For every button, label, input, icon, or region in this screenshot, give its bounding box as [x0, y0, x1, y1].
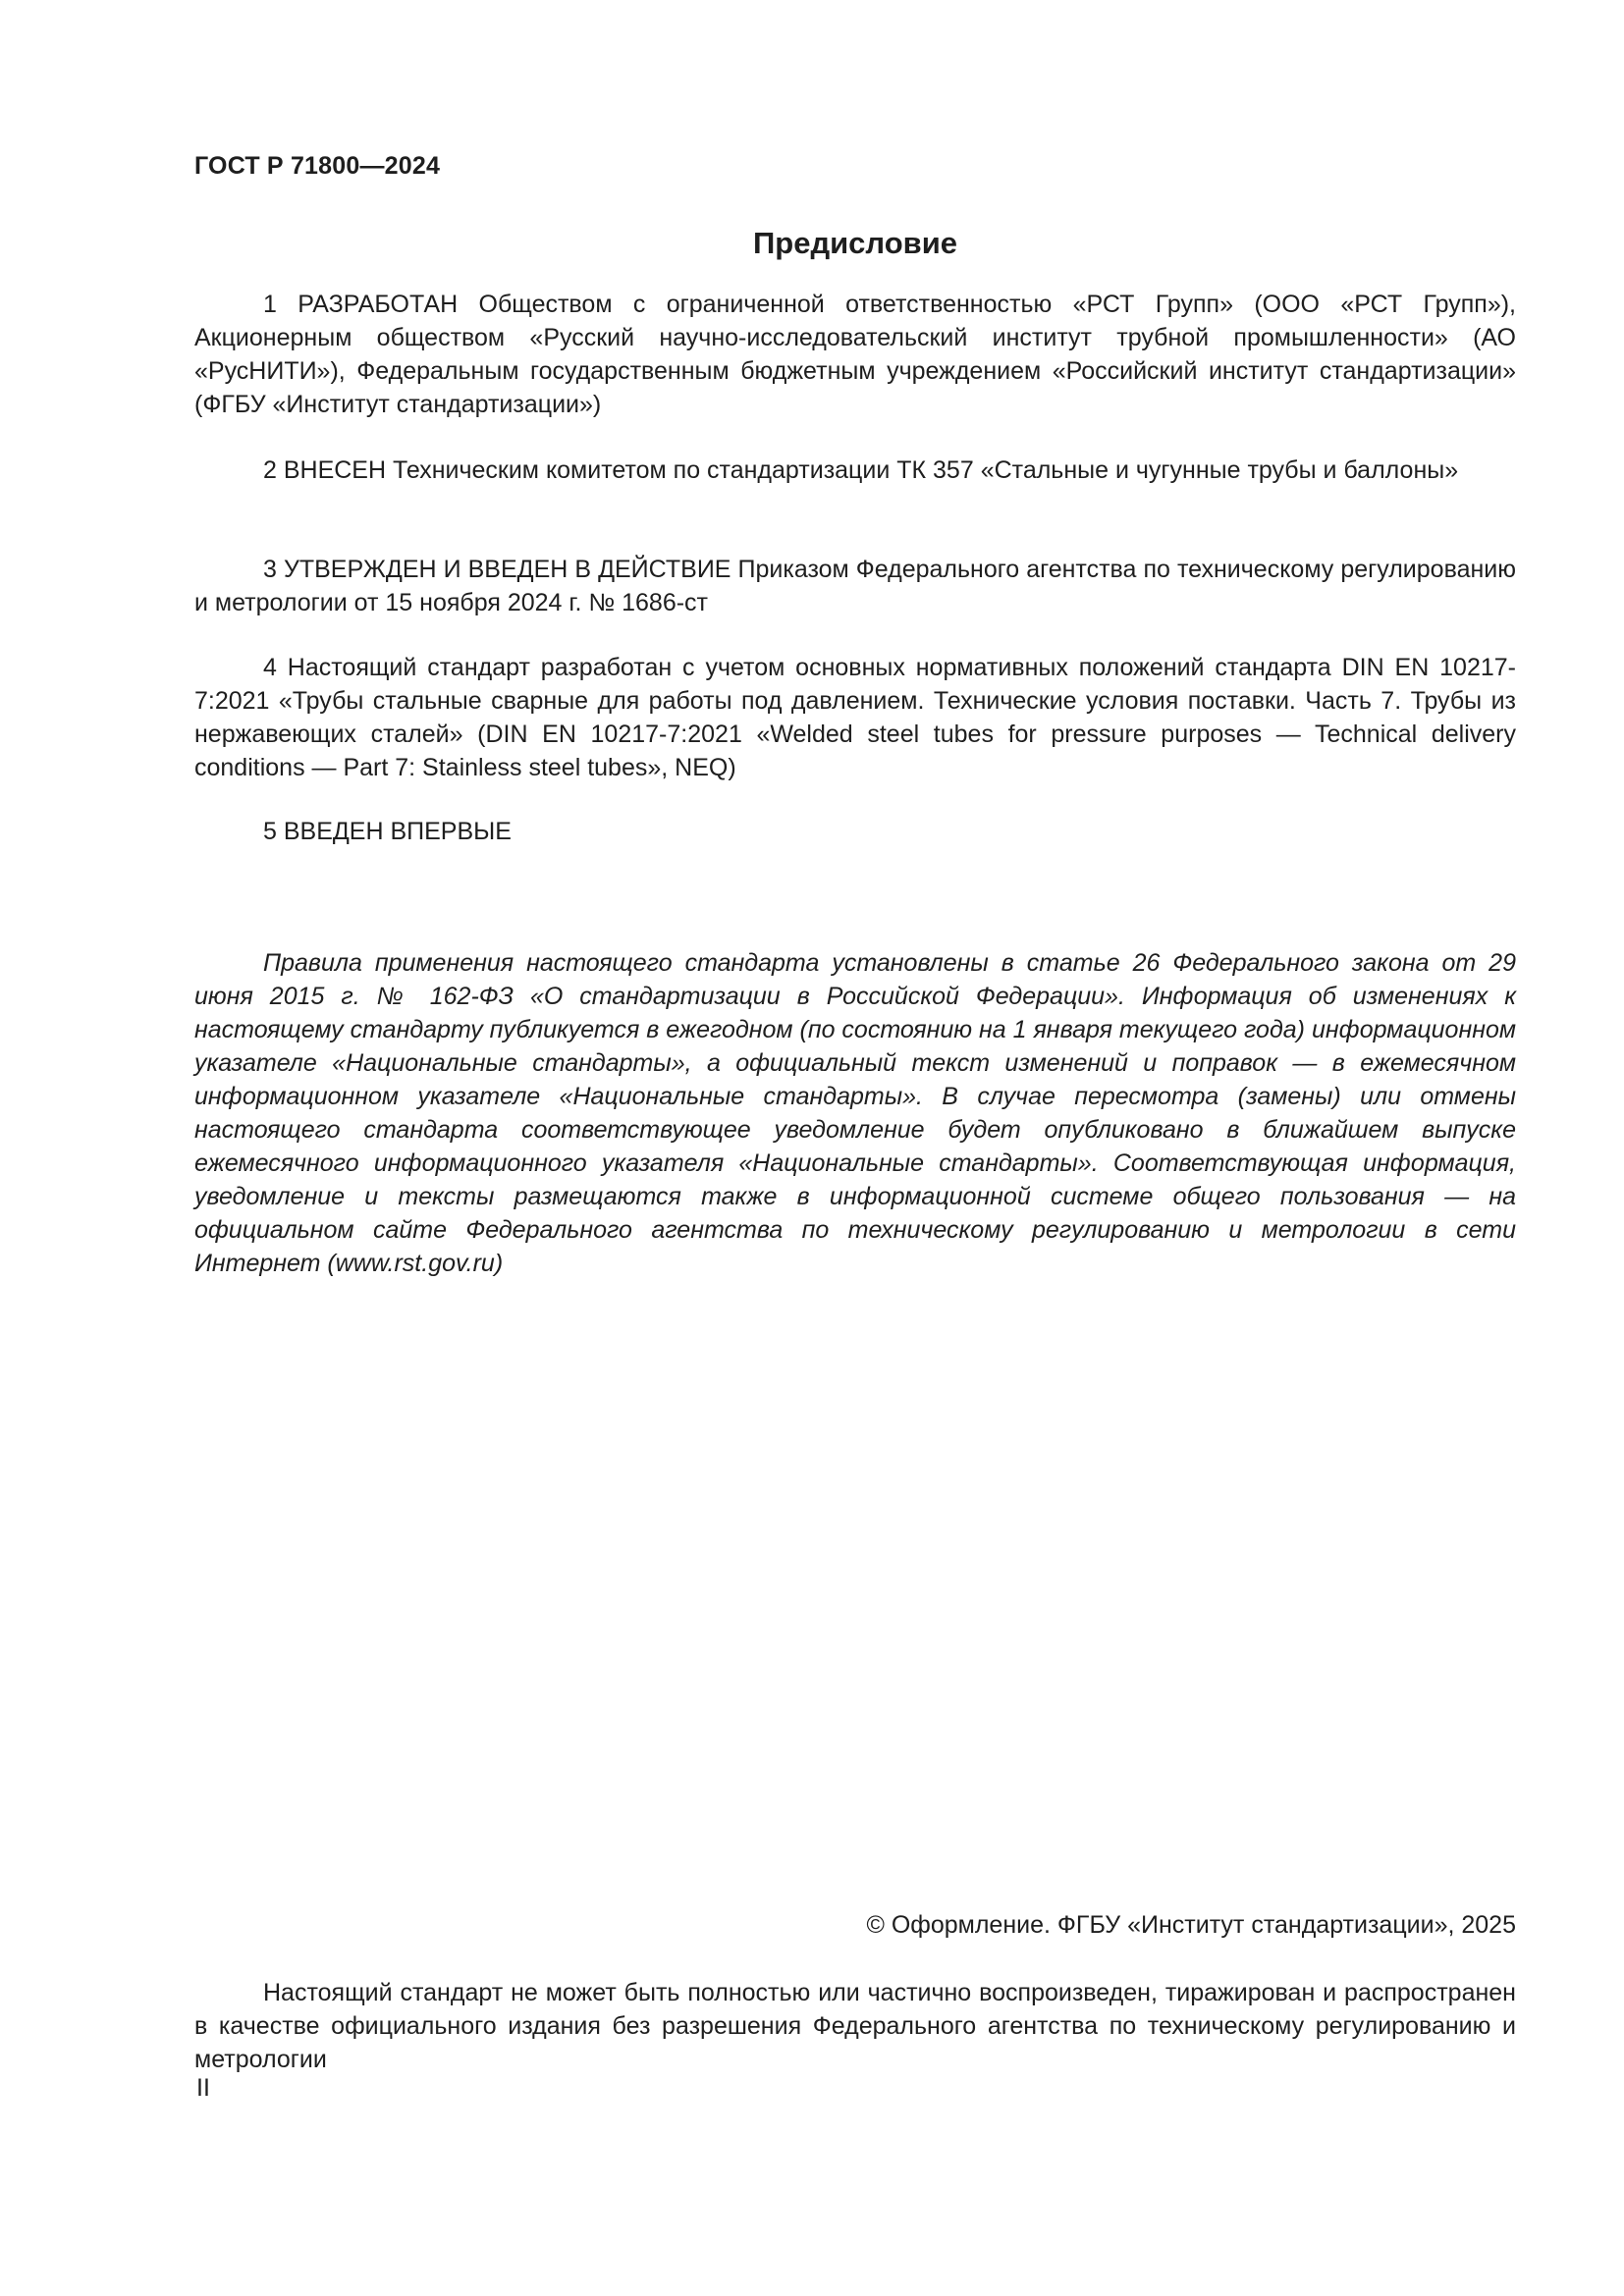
standard-code: ГОСТ Р 71800—2024 [194, 152, 441, 180]
reproduction-notice: Настоящий стандарт не может быть полностью или частично воспроизведен, тиражирован и распространен в качестве официального издания без разрешения Федерального агентства по техническому регулированию и метрологии [194, 1979, 1516, 2073]
foreword-item-introduced: 2 ВНЕСЕН Техническим комитетом по стандартизации ТК 357 «Стальные и чугунные трубы и баллоны» [263, 456, 1459, 484]
page-number: II [196, 2074, 210, 2102]
page-title: Предисловие [752, 226, 957, 260]
foreword-item-first-introduced: 5 ВВЕДЕН ВПЕРВЫЕ [263, 818, 512, 845]
foreword-item-based-on: 4 Настоящий стандарт разработан с учетом основных нормативных положений стандарта DIN EN 10217-7:2021 «Трубы стальные сварные для работы под давлением. Технические условия поставки. Часть 7. Трубы из нержавеющих сталей» (DIN EN 10217-7:2021 «Welded steel tubes for pressure purposes — Technical delivery conditions — Part 7: Stainless steel tubes», NEQ) [194, 654, 1516, 781]
copyright-line: © Оформление. ФГБУ «Институт стандартизации», 2025 [866, 1911, 1516, 1939]
foreword-item-approved: 3 УТВЕРЖДЕН И ВВЕДЕН В ДЕЙСТВИЕ Приказом Федерального агентства по техническому регулированию и метрологии от 15 ноября 2024 г. № 1686-ст [194, 556, 1516, 616]
application-rules-notice: Правила применения настоящего стандарта установлены в статье 26 Федерального закона от 29 июня 2015 г. № 162-ФЗ «О стандартизации в Российской Федерации». Информация об изменениях к настоящему стандарту публикуется в ежегодном (по состоянию на 1 января текущего года) информационном указателе «Национальные стандарты», а официальный текст изменений и поправок — в ежемесячном информационном указателе «Национальные стандарты». В случае пересмотра (замены) или отмены настоящего стандарта соответствующее уведомление будет опубликовано в ближайшем выпуске ежемесячного информационного указателя «Национальные стандарты». Соответствующая информация, уведомление и тексты размещаются также в информационной системе общего пользования — на официальном сайте Федерального агентства по техническому регулированию и метрологии в сети Интернет (www.rst.gov.ru) [194, 949, 1517, 1277]
foreword-item-developed: 1 РАЗРАБОТАН Обществом с ограниченной ответственностью «РСТ Групп» (ООО «РСТ Групп»), Акционерным обществом «Русский научно-исследовательский институт трубной промышленности» (АО «РусНИТИ»), Федеральным государственным бюджетным учреждением «Российский институт стандартизации» (ФГБУ «Институт стандартизации») [194, 291, 1516, 418]
